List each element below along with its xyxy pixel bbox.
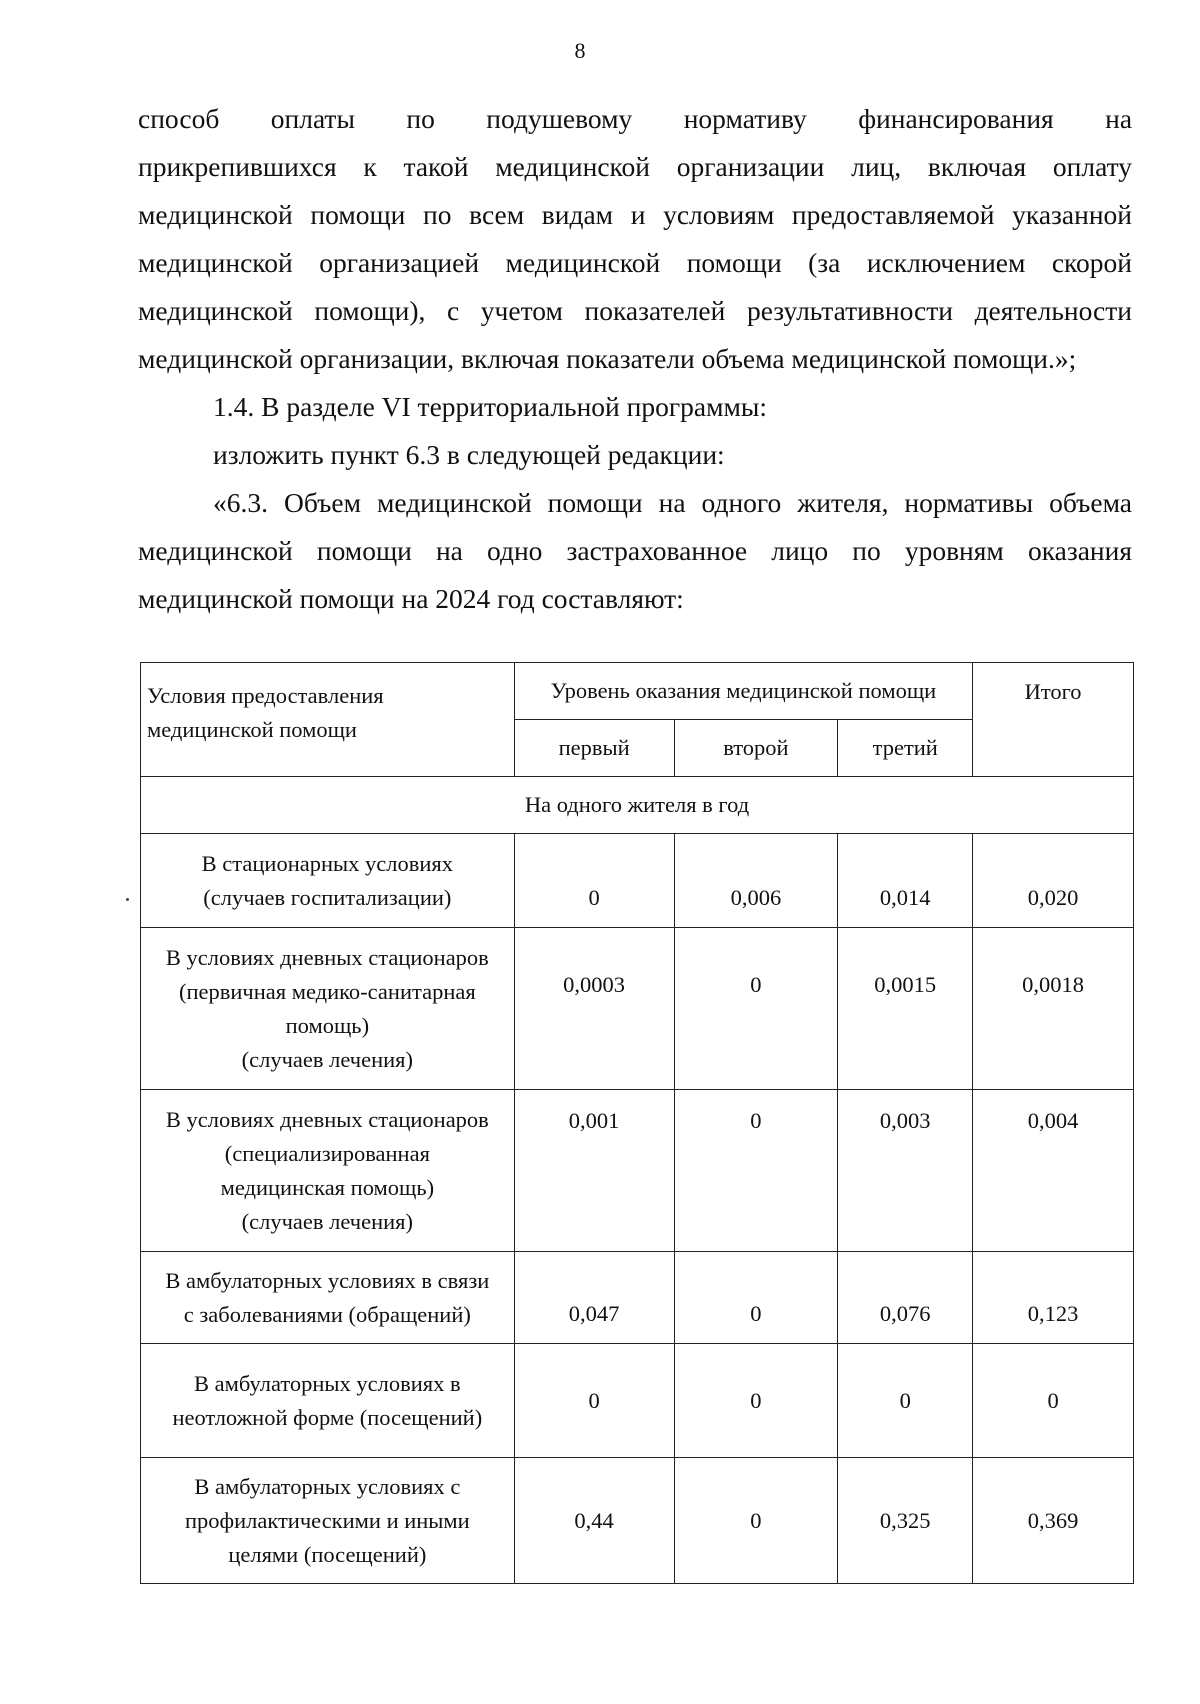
value-first: 0 — [514, 834, 674, 928]
value-third: 0,003 — [838, 1090, 973, 1252]
condition-line: профилактическими и иными — [184, 1507, 470, 1533]
condition-line: (случаев лечения) — [241, 1208, 414, 1234]
value-second: 0,006 — [674, 834, 838, 928]
paragraph-edit-instruction: изложить пункт 6.3 в следующей редакции: — [213, 439, 725, 470]
condition-line: В условиях дневных стационаров — [165, 944, 489, 970]
value-total: 0 — [973, 1344, 1134, 1458]
condition-line: медицинская помощь) — [220, 1174, 435, 1200]
word: на — [1105, 103, 1133, 134]
value-second: 0 — [674, 928, 838, 1090]
section-title: На одного жителя в год — [141, 777, 1134, 834]
value-total: 0,123 — [973, 1252, 1134, 1344]
condition-line: В условиях дневных стационаров — [165, 1106, 489, 1132]
word: оплаты — [270, 103, 355, 134]
condition-line: В амбулаторных условиях с — [194, 1473, 461, 1499]
condition-line: В амбулаторных условиях в связи — [165, 1267, 490, 1293]
condition-line: неотложной форме (посещений) — [172, 1404, 483, 1430]
word: нормативу — [683, 103, 807, 134]
paragraph-1-rest: прикрепившихся к такой медицинской организации лиц, включая оплату медицинской помощи по всем видам и условиям предоставляемой указанной медицинской организацией медицинской помощи (за исключением скорой медицинской помощи), с учетом показателей результативности деятельности медицинской организации, включая показатели объема медицинской помощи.»; — [138, 151, 1132, 374]
value-first: 0,44 — [514, 1458, 674, 1584]
value-first: 0,047 — [514, 1252, 674, 1344]
value-third: 0,0015 — [838, 928, 973, 1090]
volume-norms-table — [140, 662, 1134, 1584]
header-total: Итого — [973, 663, 1134, 777]
condition-cell — [141, 1344, 515, 1458]
value-first: 0,0003 — [514, 928, 674, 1090]
condition-line: целями (посещений) — [228, 1541, 427, 1567]
header-level-first: первый — [514, 720, 674, 777]
word: подушевому — [486, 103, 633, 134]
word: финансирования — [858, 103, 1054, 134]
condition-line: (случаев лечения) — [241, 1046, 414, 1072]
value-second: 0 — [674, 1252, 838, 1344]
condition-line: с заболеваниями (обращений) — [183, 1301, 471, 1327]
table-row — [141, 1458, 1134, 1584]
table-header-row — [141, 663, 1134, 720]
word: способ — [138, 103, 220, 134]
table-row — [141, 1344, 1134, 1458]
condition-line: (случаев госпитализации) — [203, 884, 452, 910]
condition-cell — [141, 928, 515, 1090]
value-total: 0,369 — [973, 1458, 1134, 1584]
table-row — [141, 834, 1134, 928]
value-third: 0,014 — [838, 834, 973, 928]
table-row — [141, 928, 1134, 1090]
document-body — [138, 95, 1132, 623]
table-row — [141, 1090, 1134, 1252]
value-second: 0 — [674, 1458, 838, 1584]
value-first: 0,001 — [514, 1090, 674, 1252]
condition-cell — [141, 834, 515, 928]
value-second: 0 — [674, 1090, 838, 1252]
condition-line: (первичная медико-санитарная — [178, 978, 476, 1004]
condition-line: помощь) — [285, 1012, 370, 1038]
value-total: 0,0018 — [973, 928, 1134, 1090]
value-third: 0,076 — [838, 1252, 973, 1344]
word: по — [406, 103, 435, 134]
table-section-row — [141, 777, 1134, 834]
table-row — [141, 1252, 1134, 1344]
condition-line: (специализированная — [224, 1140, 430, 1166]
paragraph-section-change: 1.4. В разделе VI территориальной программы: — [213, 391, 768, 422]
header-conditions: Условия предоставления медицинской помощи — [141, 663, 515, 777]
paragraph-6-3: «6.3. Объем медицинской помощи на одного жителя, нормативы объема медицинской помощи на одно застрахованное лицо по уровням оказания медицинской помощи на 2024 год составляют: — [138, 487, 1132, 614]
condition-cell — [141, 1090, 515, 1252]
scan-speck — [126, 898, 129, 901]
page-number: 8 — [574, 38, 586, 63]
condition-line: В стационарных условиях — [201, 850, 454, 876]
paragraph-1-first-line — [138, 95, 1132, 143]
value-total: 0,020 — [973, 834, 1134, 928]
condition-cell — [141, 1252, 515, 1344]
condition-cell — [141, 1458, 515, 1584]
condition-line: В амбулаторных условиях в — [194, 1370, 461, 1396]
header-level-third: третий — [838, 720, 973, 777]
value-third: 0 — [838, 1344, 973, 1458]
value-third: 0,325 — [838, 1458, 973, 1584]
value-second: 0 — [674, 1344, 838, 1458]
header-level: Уровень оказания медицинской помощи — [514, 663, 972, 720]
header-level-second: второй — [674, 720, 838, 777]
value-first: 0 — [514, 1344, 674, 1458]
value-total: 0,004 — [973, 1090, 1134, 1252]
